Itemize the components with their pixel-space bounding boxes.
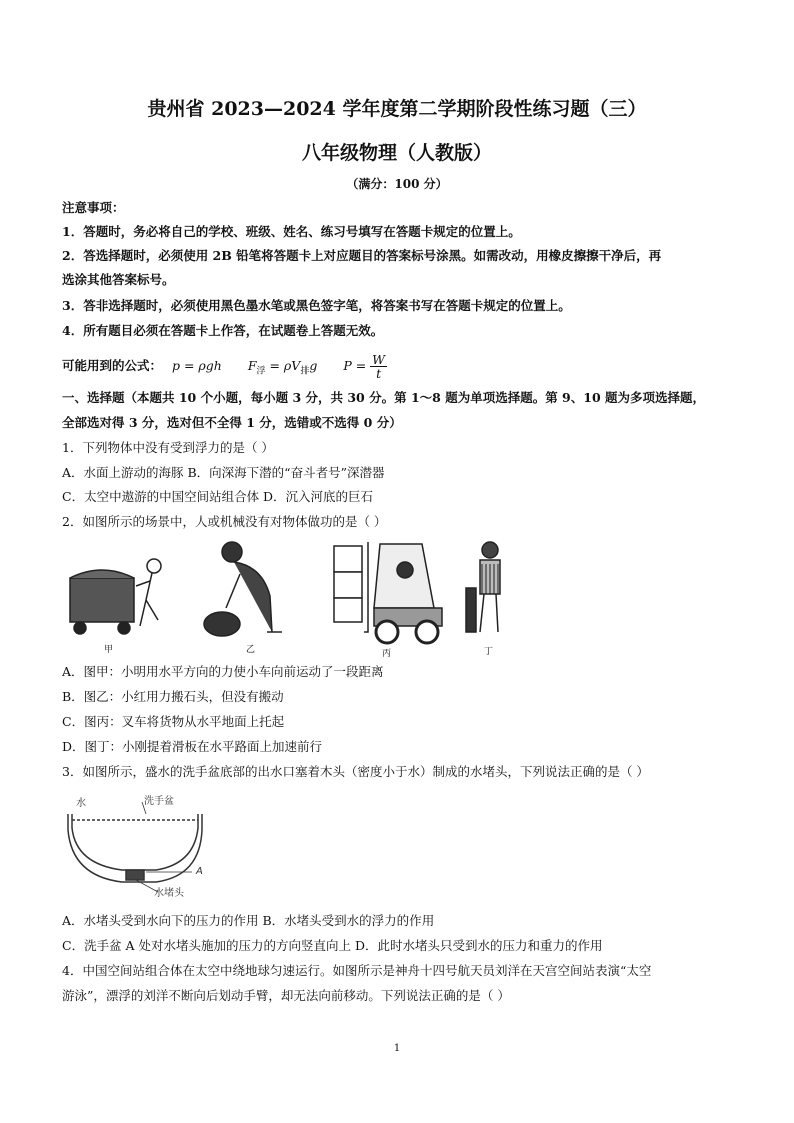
q4-stem-1: 4．中国空间站组合体在太空中绕地球匀速运行。如图所示是神舟十四号航天员刘洋在天宫空间站表演“太空 — [62, 963, 652, 978]
note-item-4: 4．所有题目必须在答题卡上作答，在试题卷上答题无效。 — [62, 323, 384, 338]
figure-label-jia: 甲 — [104, 645, 114, 655]
figure-label-yi: 乙 — [246, 645, 256, 655]
q2-option-b: B．图乙：小红用力搬石头，但没有搬动 — [62, 689, 284, 704]
q2-stem: 2．如图所示的场景中，人或机械没有对物体做功的是（ ） — [62, 514, 387, 529]
full-score: （满分：100 分） — [346, 177, 448, 191]
figure-bing-forklift — [334, 542, 442, 643]
page-number: 1 — [393, 1043, 401, 1054]
figure-jia-cart-push — [70, 559, 161, 634]
figure-ding-skateboard — [466, 542, 500, 632]
label-basin: 洗手盆 — [144, 796, 174, 807]
note-item-2-cont: 选涂其他答案标号。 — [62, 272, 175, 287]
formula-pressure: p = ρgh — [172, 358, 222, 373]
note-item-2: 2．答选择题时，必须使用 2B 铅笔将答题卡上对应题目的答案标号涂黑。如需改动，用橡皮擦擦干净后，再 — [62, 248, 662, 263]
formulas-label: 可能用到的公式： — [62, 358, 163, 373]
section1-instructions-1: 一、选择题（本题共 10 个小题，每小题 3 分，共 30 分。第 1～8 题为单项选择题。第 9、10 题为多项选择题， — [62, 390, 705, 405]
label-plug: 水堵头 — [154, 888, 184, 899]
exam-subtitle: 八年级物理（人教版） — [301, 142, 492, 164]
section1-instructions-2: 全部选对得 3 分，选对但不全得 1 分，选错或不选得 0 分） — [62, 415, 402, 430]
q3-figure — [66, 792, 216, 900]
label-point-a: A — [196, 866, 203, 877]
q1-options-cd: C．太空中遨游的中国空间站组合体 D．沉入河底的巨石 — [62, 489, 374, 504]
q2-figure — [62, 536, 532, 658]
figure-label-bing: 丙 — [382, 649, 392, 658]
q4-stem-2: 游泳”，漂浮的刘洋不断向后划动手臂，却无法向前移动。下列说法正确的是（ ） — [62, 988, 510, 1003]
label-water: 水 — [76, 798, 86, 809]
figure-yi-lift-rock — [204, 542, 282, 636]
q2-option-a: A．图甲：小明用水平方向的力使小车向前运动了一段距离 — [62, 664, 384, 679]
q1-stem: 1．下列物体中没有受到浮力的是（ ） — [62, 440, 274, 455]
q2-option-d: D．图丁：小刚提着滑板在水平路面上加速前行 — [62, 739, 323, 754]
formula-power: P = $\frac{W}{t}$ — [343, 352, 386, 381]
formulas-row — [62, 349, 736, 383]
notes-heading: 注意事项： — [62, 200, 125, 215]
q3-stem: 3．如图所示，盛水的洗手盆底部的出水口塞着木头（密度小于水）制成的水堵头，下列说法正确的是（ ） — [62, 764, 649, 779]
note-item-1: 1．答题时，务必将自己的学校、班级、姓名、练习号填写在答题卡规定的位置上。 — [62, 224, 521, 239]
q3-options-cd: C．洗手盆 A 处对水堵头施加的压力的方向竖直向上 D．此时水堵头只受到水的压力和重力的作用 — [62, 938, 603, 953]
note-item-3: 3．答非选择题时，必须使用黑色墨水笔或黑色签字笔，将答案书写在答题卡规定的位置上。 — [62, 298, 571, 313]
exam-title: 贵州省 2023—2024 学年度第二学期阶段性练习题（三） — [147, 98, 647, 120]
formula-buoyancy: $F_浮 = \rho V_排g$ — [247, 358, 318, 377]
q3-options-ab: A．水堵头受到水向下的压力的作用 B．水堵头受到水的浮力的作用 — [62, 913, 435, 928]
q1-options-ab: A．水面上游动的海豚 B．向深海下潜的“奋斗者号”深潜器 — [62, 465, 385, 480]
q2-option-c: C．图丙：叉车将货物从水平地面上托起 — [62, 714, 285, 729]
figure-label-ding: 丁 — [484, 647, 494, 657]
